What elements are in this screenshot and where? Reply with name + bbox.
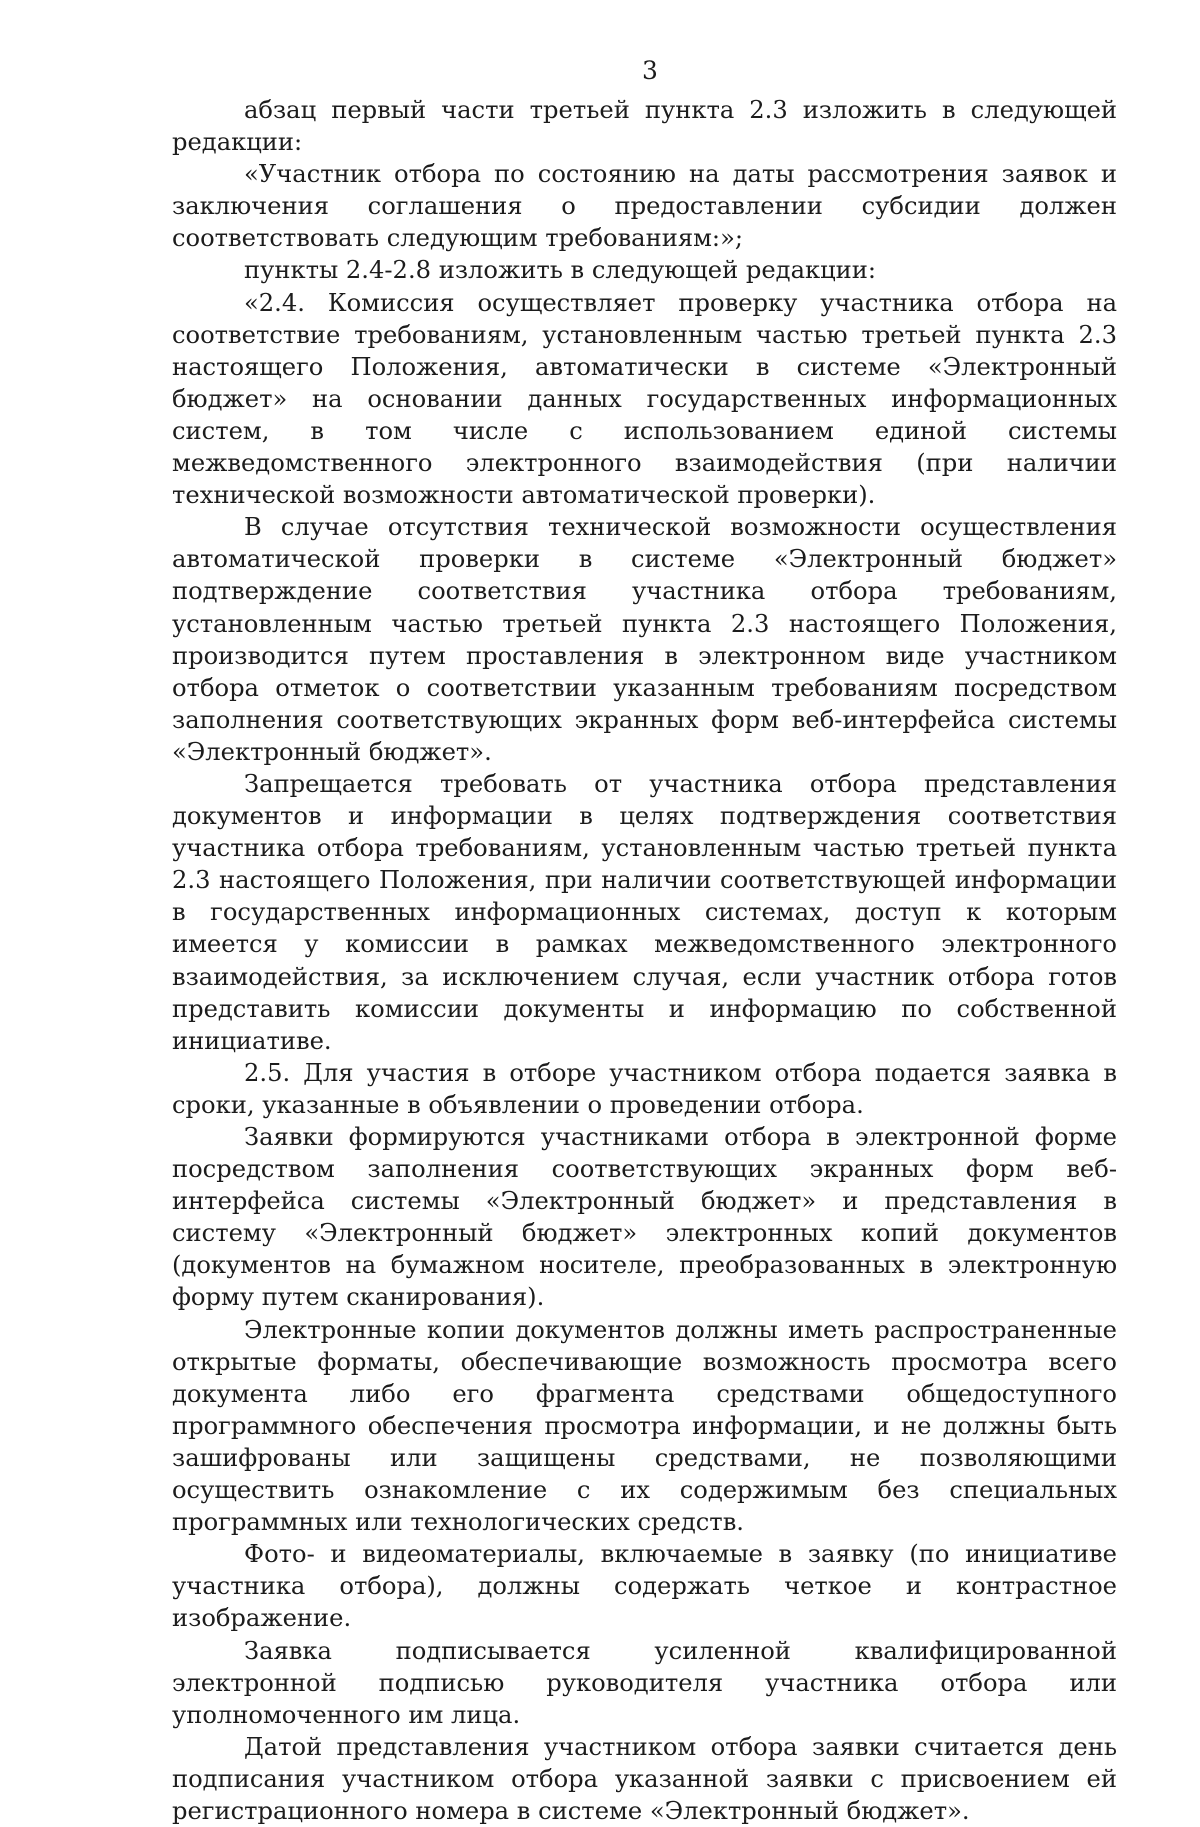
paragraph-1: абзац первый части третьей пункта 2.3 изложить в следующей редакции:: [172, 96, 1117, 157]
paragraph-10: Фото- и видеоматериалы, включаемые в заявку (по инициативе участника отбора), должны содержать четкое и контрастное изображение.: [172, 1540, 1117, 1633]
paragraph-12: Датой представления участником отбора заявки считается день подписания участником отбора указанной заявки с присвоением ей регистрационного номера в системе «Электронный бюджет».: [172, 1732, 1117, 1825]
page-number: 3: [642, 56, 658, 85]
paragraph-6: Запрещается требовать от участника отбора представления документов и информации в целях подтверждения соответствия участника отбора требованиям, установленным частью третьей пункта 2.3 настоящего Положения, при наличии соответствующей информации в государственных информационных системах, доступ к которым имеется у комиссии в рамках межведомственного электронного взаимодействия, за исключением случая, если участник отбора готов представить комиссии документы и информацию по собственной инициативе.: [172, 769, 1117, 1055]
paragraph-9: Электронные копии документов должны иметь распространенные открытые форматы, обеспечивающие возможность просмотра всего документа либо его фрагмента средствами общедоступного программного обеспечения просмотра информации, и не должны быть зашифрованы или защищены средствами, не позволяющими осуществить ознакомление с их содержимым без специальных программных или технологических средств.: [172, 1315, 1117, 1537]
document-body: [172, 94, 1117, 1827]
paragraph-3: пункты 2.4-2.8 изложить в следующей редакции:: [244, 256, 877, 285]
paragraph-5: В случае отсутствия технической возможности осуществления автоматической проверки в системе «Электронный бюджет» подтверждение соответствия участника отбора требованиям, установленным частью третьей пункта 2.3 настоящего Положения, производится путем проставления в электронном виде участником отбора отметок о соответствии указанным требованиям посредством заполнения соответствующих экранных форм веб-интерфейса системы «Электронный бюджет».: [172, 513, 1117, 766]
paragraph-7: 2.5. Для участия в отборе участником отбора подается заявка в сроки, указанные в объявлении о проведении отбора.: [172, 1058, 1117, 1119]
paragraph-4: «2.4. Комиссия осуществляет проверку участника отбора на соответствие требованиям, установленным частью третьей пункта 2.3 настоящего Положения, автоматически в системе «Электронный бюджет» на основании данных государственных информационных систем, в том числе с использованием единой системы межведомственного электронного взаимодействия (при наличии технической возможности автоматической проверки).: [172, 288, 1117, 510]
paragraph-11: Заявка подписывается усиленной квалифицированной электронной подписью руководителя участника отбора или уполномоченного им лица.: [172, 1636, 1117, 1729]
paragraph-8: Заявки формируются участниками отбора в электронной форме посредством заполнения соответствующих экранных форм веб-интерфейса системы «Электронный бюджет» и представления в систему «Электронный бюджет» электронных копий документов (документов на бумажном носителе, преобразованных в электронную форму путем сканирования).: [172, 1123, 1117, 1312]
paragraph-2: «Участник отбора по состоянию на даты рассмотрения заявок и заключения соглашения о предоставлении субсидии должен соответствовать следующим требованиям:»;: [172, 160, 1117, 253]
